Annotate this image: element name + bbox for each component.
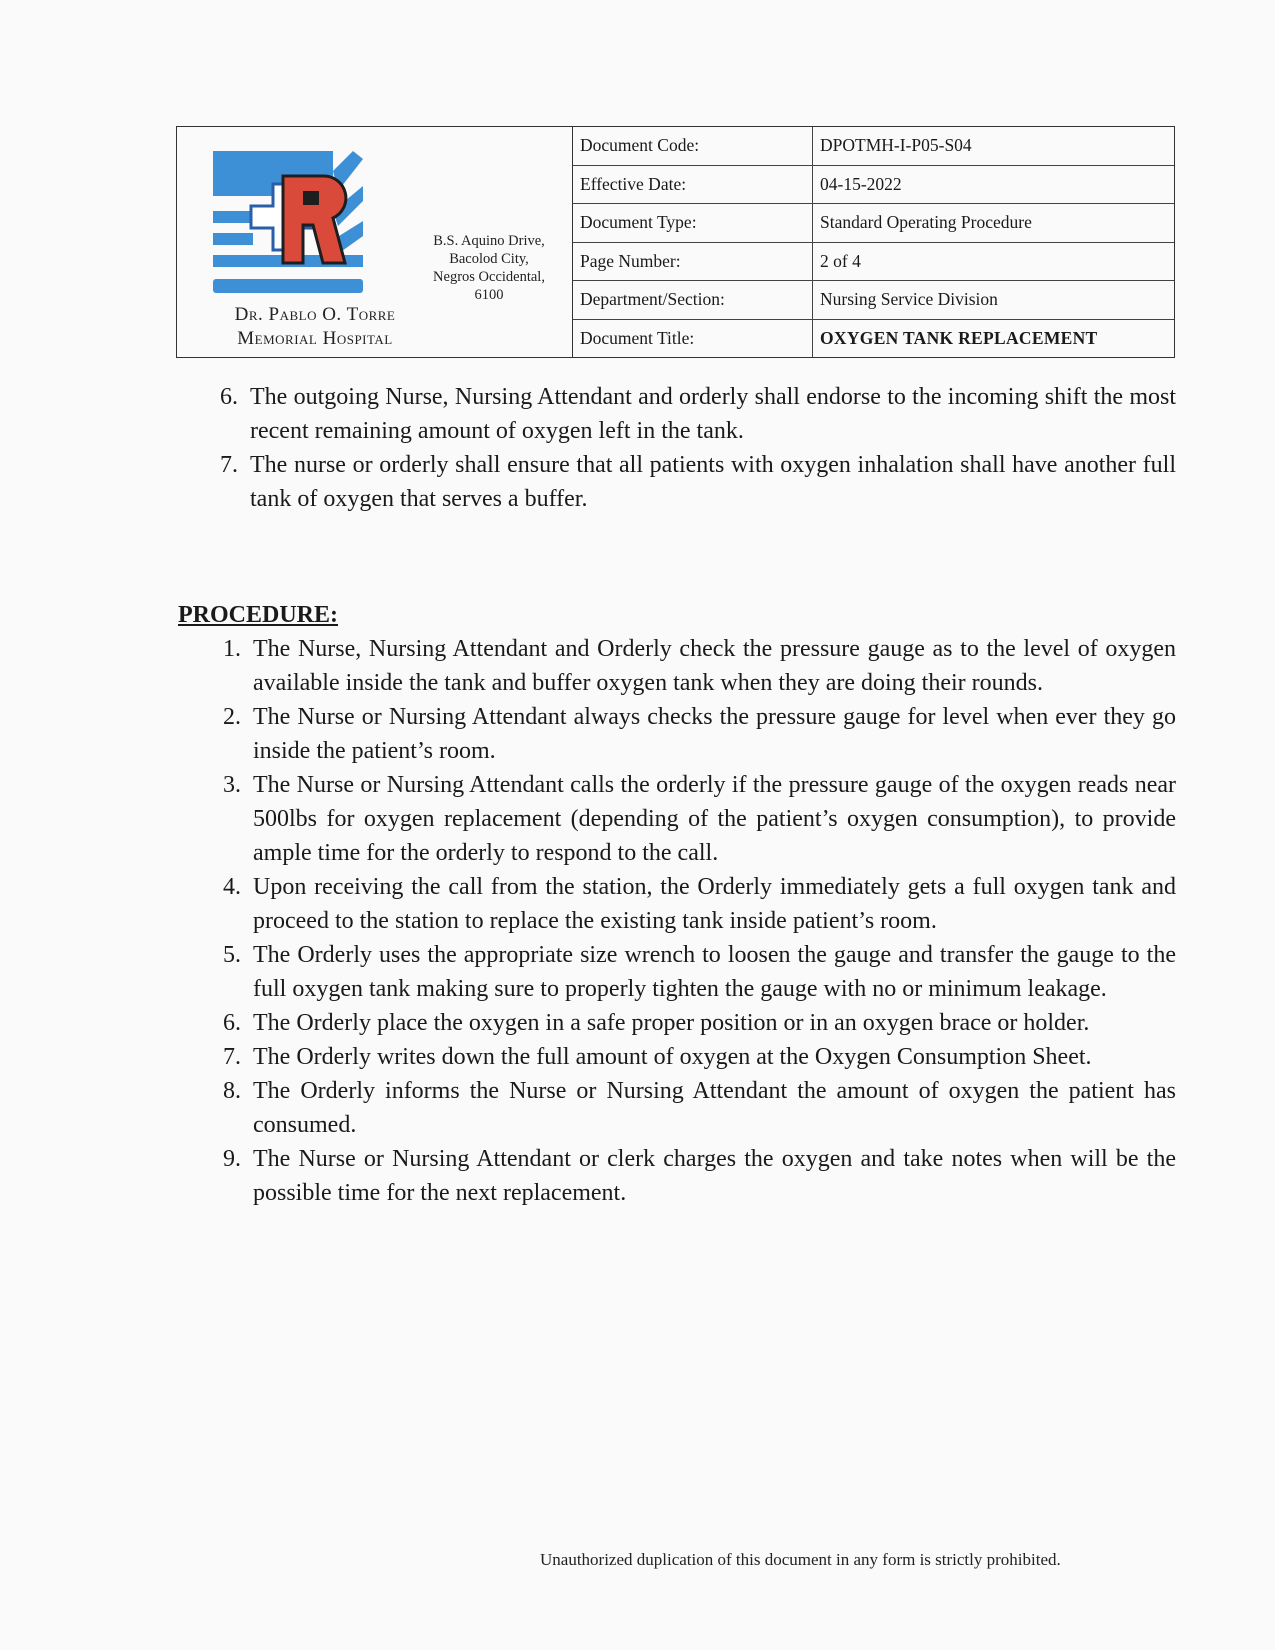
item-text: The Orderly writes down the full amount of oxygen at the Oxygen Consumption Sheet. <box>253 1044 1092 1070</box>
procedure-heading: PROCEDURE: <box>178 602 338 628</box>
item-text: The Orderly place the oxygen in a safe proper position or in an oxygen brace or holder. <box>253 1010 1090 1036</box>
meta-label: Document Type: <box>573 204 813 242</box>
list-item <box>213 938 1176 1006</box>
item-number: 7. <box>220 452 238 478</box>
hospital-name <box>185 303 445 351</box>
list-item <box>210 448 1176 516</box>
meta-label: Page Number: <box>573 243 813 281</box>
item-text: The nurse or orderly shall ensure that all patients with oxygen inhalation shall have another full tank of oxygen that serves a buffer. <box>250 452 1176 512</box>
meta-value: 2 of 4 <box>820 250 861 271</box>
hospital-logo-icon <box>213 151 373 301</box>
list-item <box>213 1040 1176 1074</box>
logo-cell <box>177 127 573 357</box>
item-number: 1. <box>223 636 241 662</box>
list-item <box>210 380 1176 448</box>
meta-value: OXYGEN TANK REPLACEMENT <box>820 327 1098 348</box>
document-header <box>176 126 1175 358</box>
meta-row-document-code <box>573 127 1174 166</box>
item-number: 7. <box>223 1044 241 1070</box>
item-number: 2. <box>223 704 241 730</box>
item-number: 6. <box>223 1010 241 1036</box>
document-body <box>178 380 1176 1210</box>
address-line: 6100 <box>474 287 504 303</box>
meta-label: Document Title: <box>573 320 813 358</box>
meta-value: Standard Operating Procedure <box>820 212 1032 233</box>
meta-row-document-type <box>573 204 1174 243</box>
meta-value: Nursing Service Division <box>820 289 998 310</box>
item-number: 8. <box>223 1078 241 1104</box>
document-meta-table <box>573 127 1174 357</box>
address-line: B.S. Aquino Drive, <box>433 233 545 249</box>
item-number: 9. <box>223 1146 241 1172</box>
item-text: The Nurse, Nursing Attendant and Orderly check the pressure gauge as to the level of oxygen available inside the tank and buffer oxygen tank when they are doing their rounds. <box>253 636 1176 696</box>
address-line: Negros Occidental, <box>433 269 545 285</box>
item-number: 4. <box>223 874 241 900</box>
list-item <box>213 870 1176 938</box>
item-number: 3. <box>223 772 241 798</box>
meta-value: 04-15-2022 <box>820 173 902 194</box>
hospital-name-line2: Memorial Hospital <box>237 328 393 349</box>
item-text: The outgoing Nurse, Nursing Attendant and orderly shall endorse to the incoming shift the most recent remaining amount of oxygen left in the tank. <box>250 384 1176 444</box>
item-number: 5. <box>223 942 241 968</box>
item-text: The Orderly informs the Nurse or Nursing Attendant the amount of oxygen the patient has consumed. <box>253 1078 1176 1138</box>
item-text: The Nurse or Nursing Attendant or clerk charges the oxygen and take notes when will be the possible time for the next replacement. <box>253 1146 1176 1206</box>
procedure-list <box>178 632 1176 1210</box>
hospital-name-line1: Dr. Pablo O. Torre <box>234 304 396 325</box>
meta-label: Department/Section: <box>573 281 813 319</box>
list-item <box>213 1006 1176 1040</box>
item-text: The Nurse or Nursing Attendant calls the orderly if the pressure gauge of the oxygen reads near 500lbs for oxygen replacement (depending of the patient’s oxygen consumption), to provide ample time for the orderly to respond to the call. <box>253 772 1176 866</box>
list-item <box>213 700 1176 768</box>
meta-row-department <box>573 281 1174 320</box>
address-line: Bacolod City, <box>449 251 529 267</box>
list-item <box>213 1142 1176 1210</box>
list-item <box>213 768 1176 870</box>
item-text: The Orderly uses the appropriate size wrench to loosen the gauge and transfer the gauge to the full oxygen tank making sure to properly tighten the gauge with no or minimum leakage. <box>253 942 1176 1002</box>
item-number: 6. <box>220 384 238 410</box>
item-text: Upon receiving the call from the station, the Orderly immediately gets a full oxygen tank and proceed to the station to replace the existing tank inside patient’s room. <box>253 874 1176 934</box>
list-item <box>213 1074 1176 1142</box>
hospital-address <box>409 232 569 304</box>
meta-label: Effective Date: <box>573 166 813 204</box>
policy-list <box>178 380 1176 516</box>
meta-value: DPOTMH-I-P05-S04 <box>820 135 972 156</box>
footer-notice: Unauthorized duplication of this document in any form is strictly prohibited. <box>540 1550 1061 1569</box>
meta-row-document-title <box>573 320 1174 358</box>
item-text: The Nurse or Nursing Attendant always checks the pressure gauge for level when ever they go inside the patient’s room. <box>253 704 1176 764</box>
list-item <box>213 632 1176 700</box>
meta-label: Document Code: <box>573 127 813 165</box>
meta-row-effective-date <box>573 166 1174 205</box>
meta-row-page-number <box>573 243 1174 282</box>
